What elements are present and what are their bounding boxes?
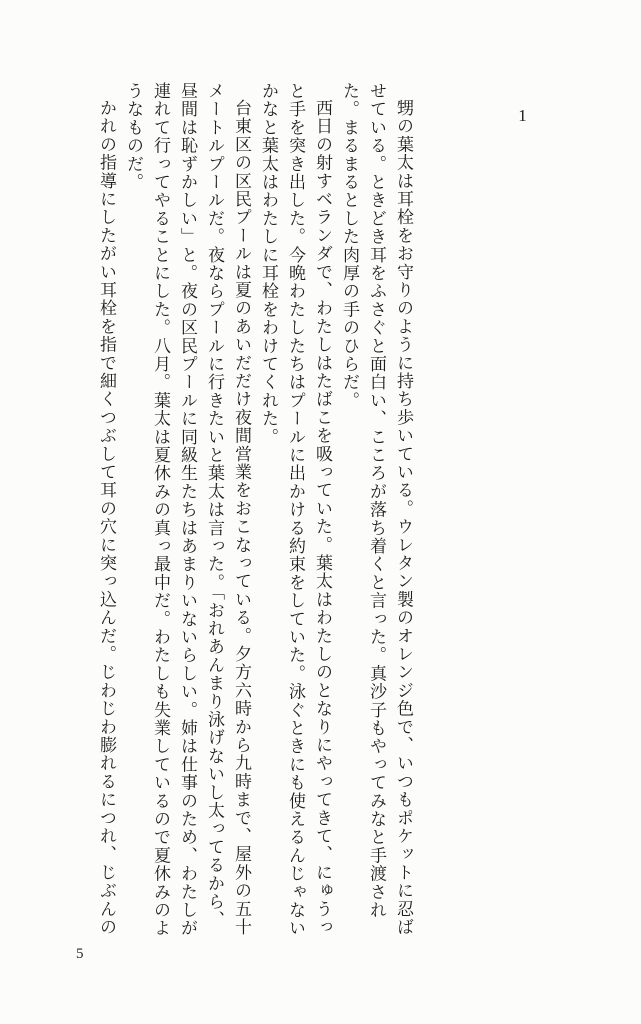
- chapter-number: [509, 82, 536, 938]
- paragraph: かれの指導にしたがい耳栓を指で細くつぶして耳の穴に突っ込んだ。じわじわ膨れるにつれ、じぶんの: [97, 99, 116, 937]
- page-body: [93, 82, 536, 938]
- paragraph: 台東区の区民プールは夏のあいだだけ夜間営業をおこなっている。夕方六時から九時まで、屋外の五十メートルプールだ。夜ならプールに行きたいと葉太は言った。「おれあんまり泳げないし太ってるから、昼間は恥ずかしい」と。夜の区民プールに同級生たちはあまりいないらしい。姉は仕事のため、わたしが連れて行ってやることにした。八月。葉太は夏休みの真っ最中だ。わたしも失業しているので夏休みのようなものだ。: [124, 82, 251, 938]
- paragraph: 甥の葉太は耳栓をお守りのように持ち歩いている。ウレタン製のオレンジ色で、いつもポケットに忍ばせている。ときどき耳をふさぐと面白い、こころが落ち着くと言った。真沙子もやってみなと手渡された。まるまるとした肉厚の手のひらだ。: [340, 82, 413, 937]
- page-number: 5: [76, 946, 84, 962]
- chapter-number-text: 1: [513, 106, 532, 127]
- paragraph: 西日の射すベランダで、わたしはたばこを吸っていた。葉太はわたしのとなりにやってきて、にゅうっと手を突き出した。今晩わたしたちはプールに出かける約束をしていた。泳ぐときにも使えるんじゃないかなと葉太はわたしに耳栓をわけてくれた。: [259, 82, 332, 938]
